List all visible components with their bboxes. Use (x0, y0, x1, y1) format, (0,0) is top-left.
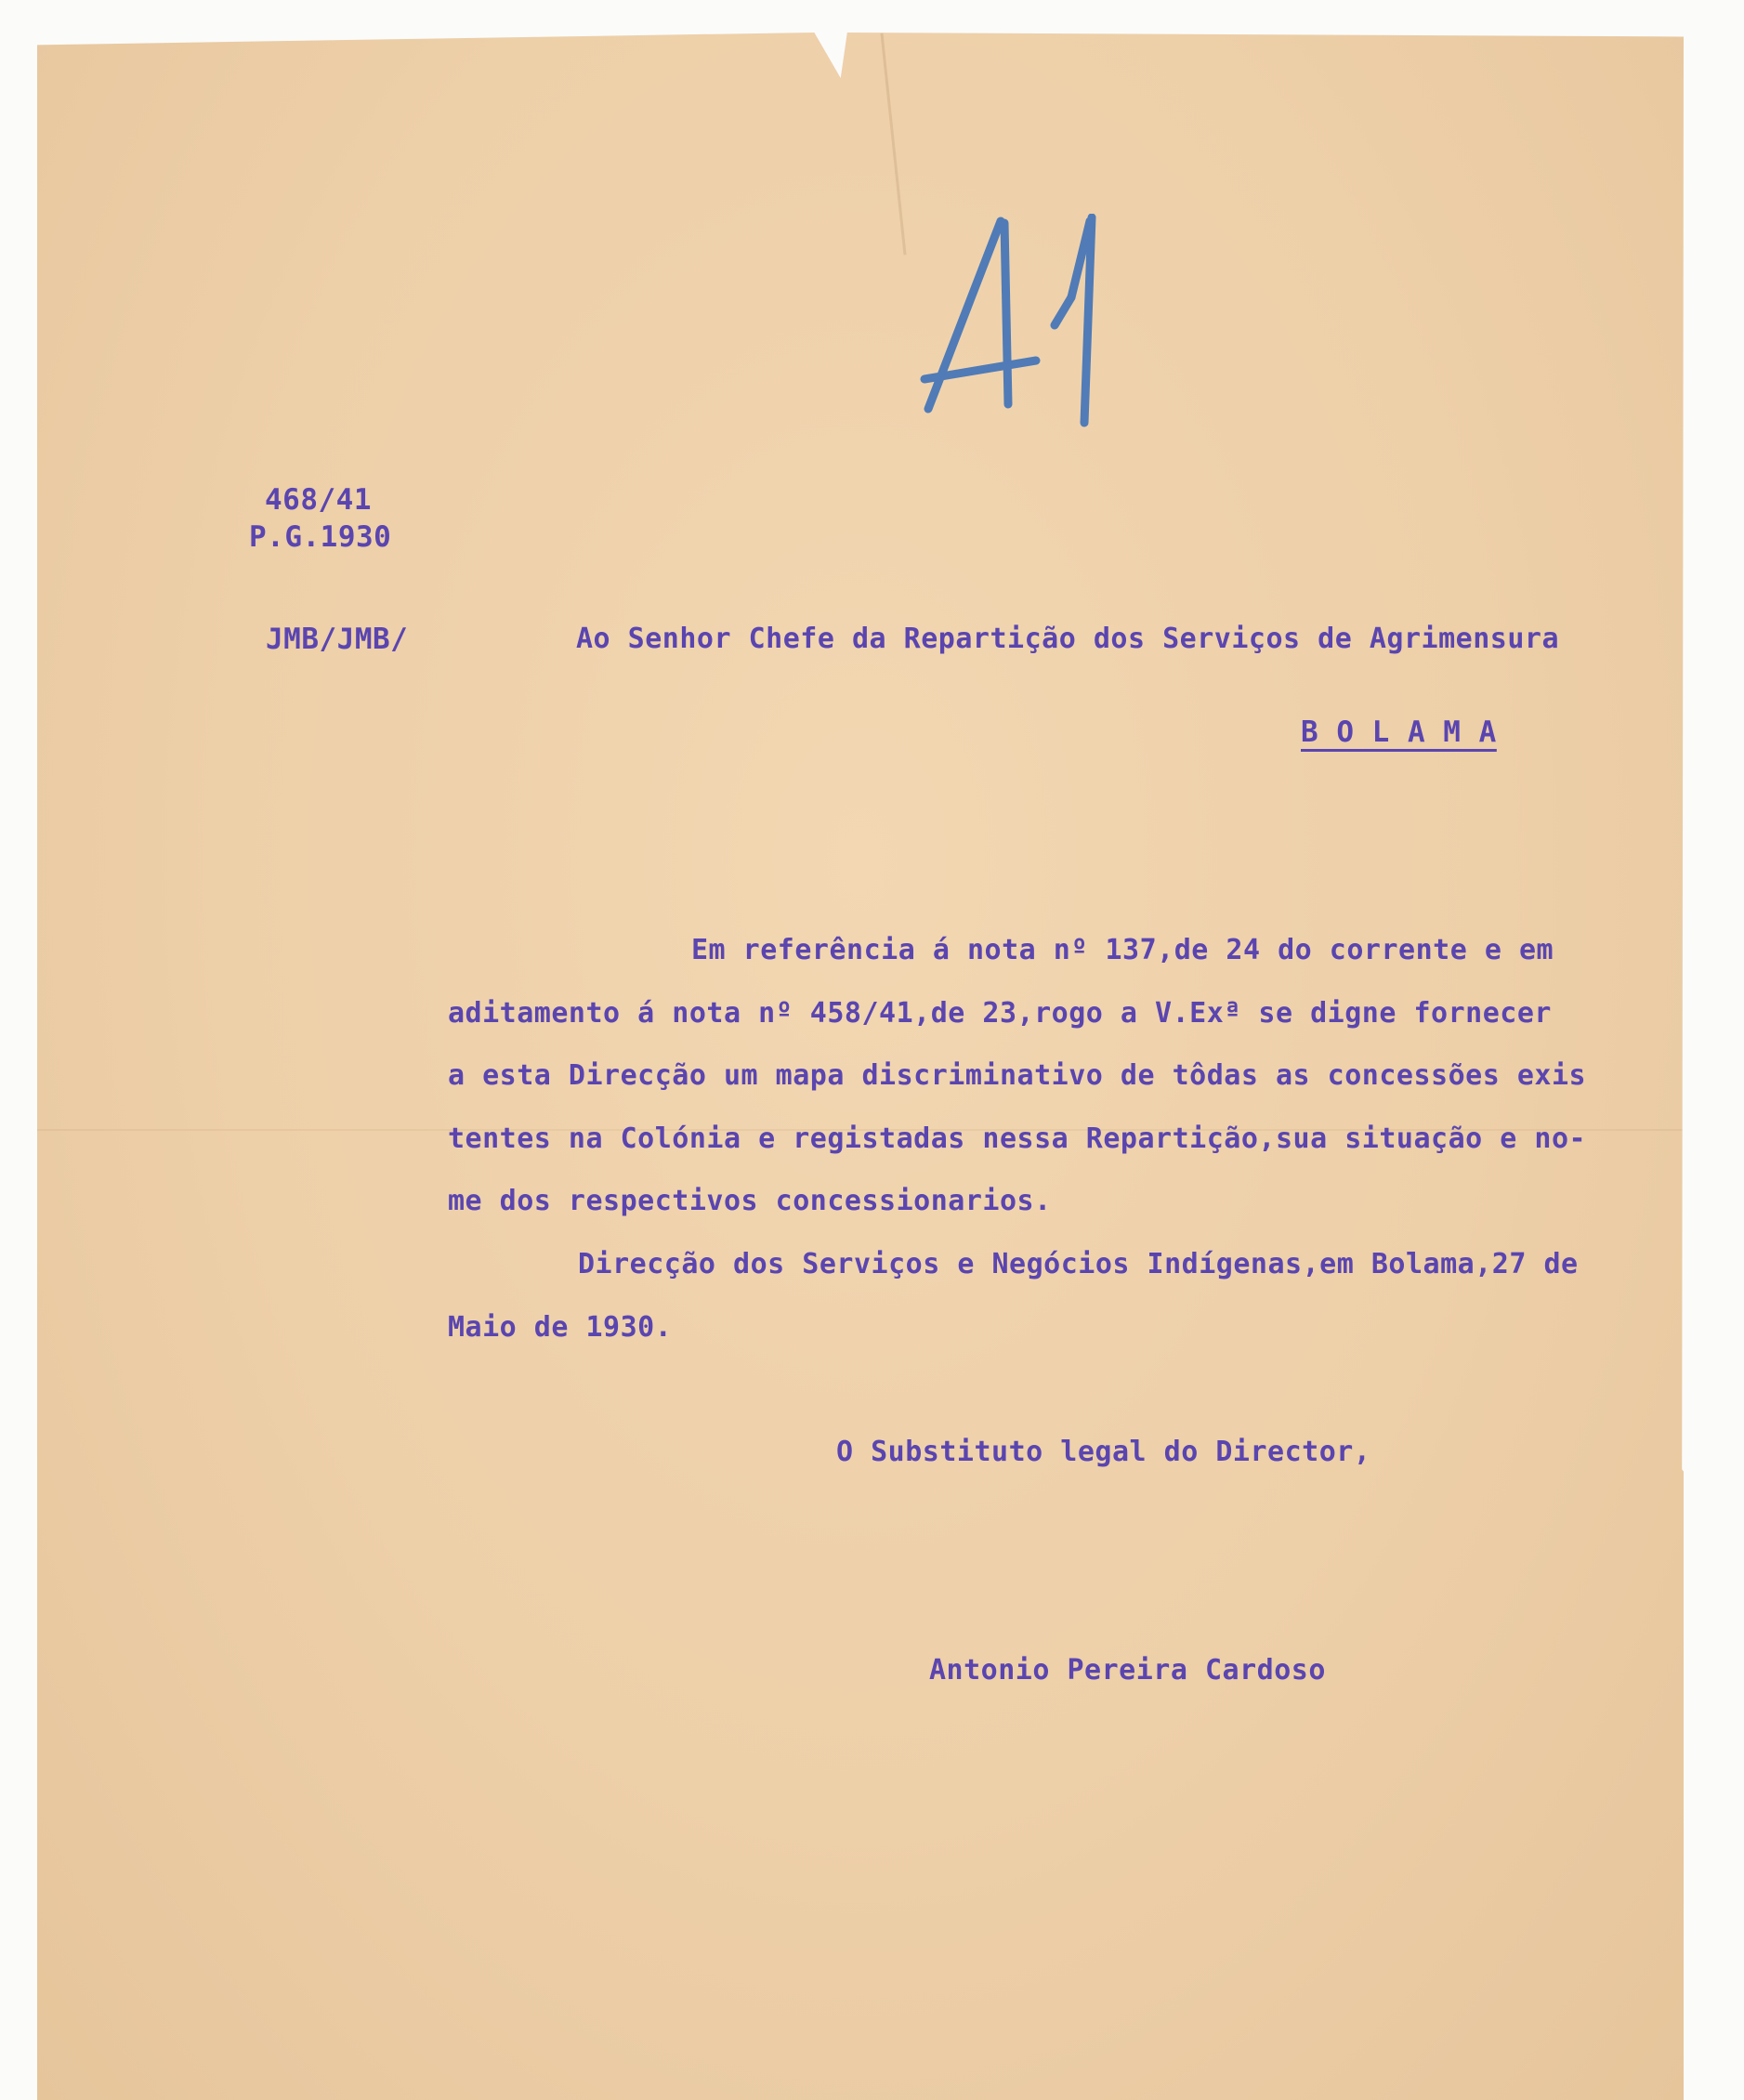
closing-line: O Substituto legal do Director, (836, 1436, 1371, 1468)
body-line: me dos respectivos concessionarios. (448, 1185, 1052, 1217)
addressee-city: B O L A M A (1301, 715, 1497, 749)
paper-crease (880, 33, 906, 256)
body-line: aditamento á nota nº 458/41,de 23,rogo a V.Exª se digne fornecer (448, 997, 1552, 1030)
place-date-line: Direcção dos Serviços e Negócios Indígenas,em Bolama,27 de (578, 1248, 1579, 1280)
body-line: tentes na Colónia e registadas nessa Repartição,sua situação e no- (448, 1122, 1587, 1155)
body-line: Em referência á nota nº 137,de 24 do corrente e em (691, 934, 1554, 966)
signature-name: Antonio Pereira Cardoso (929, 1654, 1326, 1687)
reference-file: P.G.1930 (249, 520, 392, 554)
reference-initials: JMB/JMB/ (266, 623, 409, 656)
place-date-line: Maio de 1930. (448, 1311, 673, 1344)
reference-number: 468/41 (265, 483, 372, 517)
handwritten-number (915, 214, 1129, 437)
addressee-line: Ao Senhor Chefe da Repartição dos Serviços de Agrimensura (576, 623, 1560, 655)
body-line: a esta Direcção um mapa discriminativo de tôdas as concessões exis (448, 1059, 1587, 1092)
